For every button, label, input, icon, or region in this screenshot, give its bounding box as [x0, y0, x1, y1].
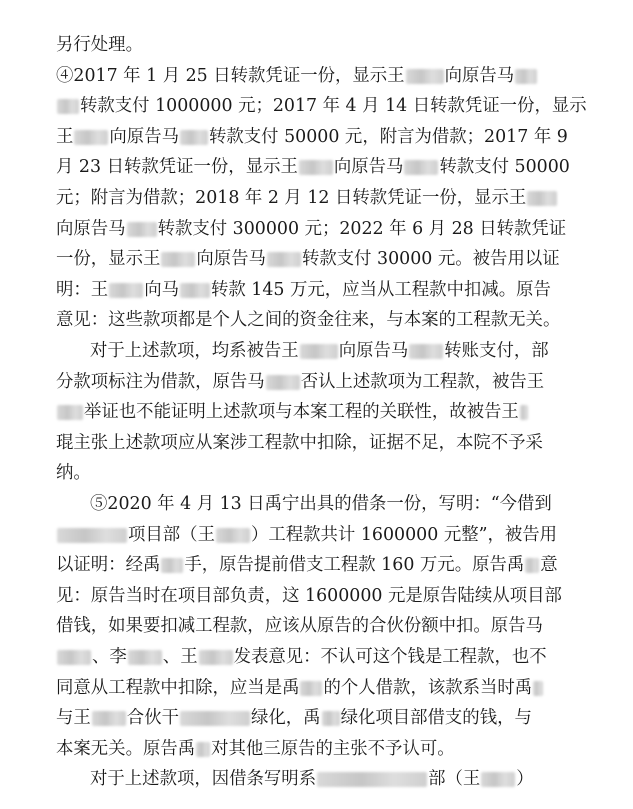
text-segment: 转账支付，部	[444, 341, 549, 361]
text-segment: 向原告马	[196, 249, 266, 270]
text-segment: ）	[516, 769, 534, 790]
text-segment: 以证明：经禹	[56, 555, 161, 576]
redaction-blur	[299, 160, 333, 175]
redaction-blur	[216, 528, 250, 543]
redaction-blur	[180, 711, 250, 726]
text-segment: 对于上述款项，因借条写明系	[90, 769, 317, 790]
text-line	[56, 399, 529, 425]
text-segment: 转款支付 50000	[439, 157, 570, 178]
redaction-blur	[406, 69, 444, 84]
text-segment: 向原告马	[109, 126, 179, 147]
redaction-blur	[57, 99, 79, 114]
redaction-blur	[74, 130, 108, 145]
text-segment: 否认上述款项为工程款，被告王	[300, 371, 545, 392]
text-line	[56, 644, 547, 670]
text-line	[56, 154, 570, 180]
redaction-blur	[300, 681, 322, 696]
redaction-blur	[196, 742, 210, 757]
redaction-blur	[300, 344, 338, 359]
text-line	[56, 675, 544, 701]
text-segment: 另行处理。	[56, 35, 143, 55]
text-segment: 举证也不能证明上述款项与本案工程的关联性，故被告王	[84, 402, 519, 423]
text-segment: 转款支付 300000 元；2022 年 6 月 28 日转款凭证	[157, 218, 567, 239]
text-segment: 转款支付 1000000 元；2017 年 4 月 14 日转款凭证一份，显示	[80, 96, 587, 117]
text-segment: 发表意见：不认可这个钱是工程款，也不	[233, 647, 547, 667]
redaction-blur	[180, 130, 208, 145]
text-line	[56, 522, 557, 548]
redaction-blur	[57, 405, 83, 420]
redaction-blur	[520, 405, 528, 420]
text-segment: 明：王	[56, 279, 109, 300]
redaction-blur	[317, 772, 427, 787]
redaction-blur	[322, 711, 340, 726]
text-line	[56, 583, 562, 609]
text-line	[56, 277, 551, 303]
text-line	[56, 246, 560, 272]
text-segment: 绿化，禹	[250, 708, 321, 729]
text-segment: 一份，显示王	[56, 249, 161, 270]
redaction-blur	[525, 558, 539, 573]
redaction-blur	[199, 650, 233, 665]
text-segment: 分款项标注为借款，原告马	[56, 371, 265, 392]
text-segment: 合伙干	[126, 708, 179, 729]
text-segment: 月 23 日转款凭证一份，显示王	[56, 157, 298, 178]
text-segment: 转款支付 50000 元，附言为借款；2017 年 9	[208, 126, 568, 147]
text-line	[56, 32, 143, 58]
text-segment: 向原告马	[56, 218, 126, 239]
text-segment: 向马	[144, 279, 179, 300]
redaction-blur	[533, 681, 543, 696]
text-line	[56, 185, 558, 211]
text-line	[90, 338, 549, 364]
text-segment: 见：原告当时在项目部负责，这 1600000 元是原告陆续从项目部	[56, 585, 562, 606]
text-segment: 纳。	[56, 463, 91, 484]
text-line	[56, 736, 455, 762]
text-segment: 本案无关。原告禹	[56, 738, 196, 759]
redaction-blur	[128, 650, 162, 665]
text-segment: 向原告马	[444, 65, 515, 86]
text-segment: 对于上述款项，均系被告王	[90, 341, 299, 361]
text-segment: 意	[540, 555, 558, 576]
text-segment: 项目部（王	[128, 524, 215, 545]
redaction-blur	[109, 283, 143, 298]
redaction-blur	[161, 558, 183, 573]
redaction-blur	[57, 528, 127, 543]
text-segment: 借钱，如果要扣减工程款，应该从原告的合伙份额中扣。原告马	[56, 616, 543, 637]
text-segment: ⑤2020 年 4 月 13 日禹宁出具的借条一份，写明：“今借到	[90, 494, 552, 514]
text-segment: 转款支付 30000 元。被告用以证	[301, 249, 560, 270]
text-line	[56, 63, 538, 89]
text-segment: 转款 145 万元，应当从工程款中扣减。原告	[210, 279, 551, 300]
text-segment: 元；附言为借款；2018 年 2 月 12 日转款凭证一份，显示王	[56, 188, 527, 208]
text-line	[56, 93, 587, 119]
text-segment: 部（王	[428, 769, 481, 790]
text-line	[56, 430, 543, 456]
redaction-blur	[481, 772, 515, 787]
text-segment: 、李	[92, 647, 127, 667]
redaction-blur	[92, 711, 126, 726]
redaction-blur	[180, 283, 210, 298]
text-line	[56, 307, 560, 333]
text-line	[56, 369, 544, 395]
text-line	[90, 766, 534, 792]
text-segment: 对其他三原告的主张不予认可。	[211, 738, 455, 759]
text-segment: 绿化项目部借支的钱，与	[340, 708, 532, 729]
text-segment: ④2017 年 1 月 25 日转款凭证一份，显示王	[56, 65, 405, 86]
redaction-blur	[267, 252, 301, 267]
redaction-blur	[527, 191, 557, 206]
redaction-blur	[127, 222, 157, 237]
text-segment: 、王	[162, 647, 198, 667]
text-segment: 王	[56, 126, 74, 147]
text-segment: 琨主张上述款项应从案涉工程款中扣除，证据不足，本院不予采	[56, 432, 543, 453]
text-segment: 向原告马	[338, 341, 409, 361]
text-line	[90, 491, 552, 517]
redaction-blur	[266, 375, 300, 390]
text-segment: 的个人借款，该款系当时禹	[323, 677, 533, 698]
text-segment: 手，原告提前借支工程款 160 万元。原告禹	[184, 555, 525, 576]
redaction-blur	[161, 252, 195, 267]
text-segment: ）工程款共计 1600000 元整”，被告用	[250, 524, 558, 545]
text-segment: 与王	[56, 708, 91, 729]
redaction-blur	[409, 344, 443, 359]
redaction-blur	[57, 650, 91, 665]
text-line	[56, 705, 532, 731]
text-line	[56, 216, 566, 242]
text-line	[56, 460, 91, 486]
text-line	[56, 552, 558, 578]
redaction-blur	[515, 69, 537, 84]
text-segment: 意见：这些款项都是个人之间的资金往来，与本案的工程款无关。	[56, 310, 561, 331]
text-line	[56, 613, 543, 639]
text-line	[56, 124, 568, 150]
redaction-blur	[404, 160, 438, 175]
text-segment: 向原告马	[333, 157, 404, 178]
text-segment: 同意从工程款中扣除，应当是禹	[56, 677, 300, 698]
